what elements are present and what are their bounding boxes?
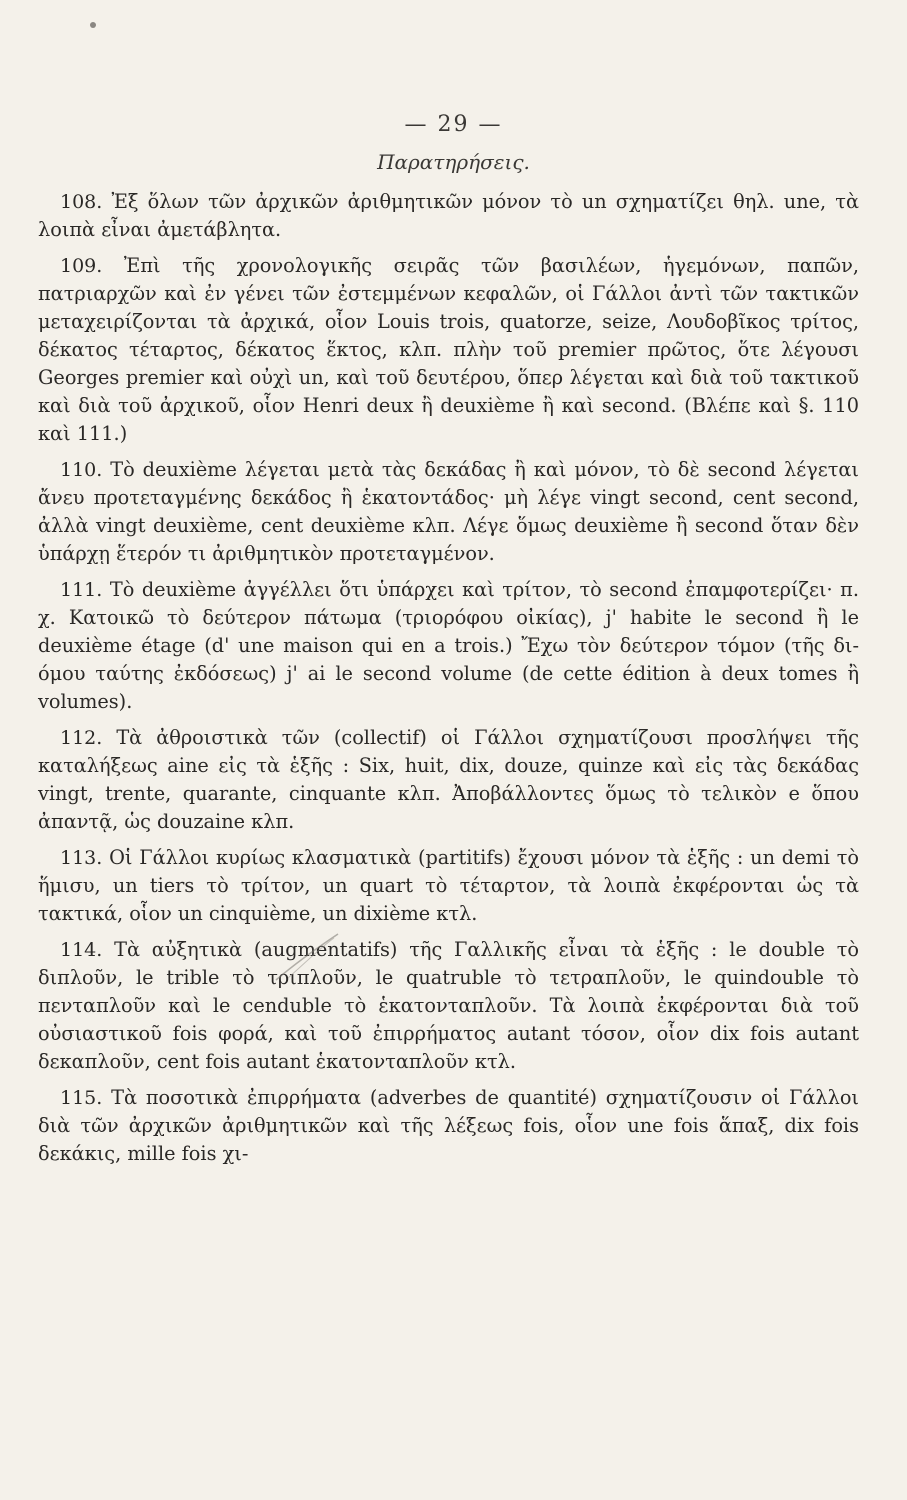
paragraph-number: 112. (60, 727, 103, 749)
ink-speck (90, 22, 96, 28)
paragraph-112 (38, 724, 859, 836)
paragraph-113 (38, 844, 859, 928)
paragraph-115 (38, 1084, 859, 1168)
paragraph-text: Ἐξ ὅλων τῶν ἀρχικῶν ἀριθμητικῶν μόνον τὸ un σχηματίζει θηλ. une, τὰ λοιπὰ εἶναι ἀμετάβλητα. (38, 190, 859, 241)
paragraph-text: Τὰ ποσοτικὰ ἐπιρρήματα (adverbes de quantité) σχηματίζουσιν οἱ Γάλλοι διὰ τῶν ἀρχικῶν ἀριθμητικῶν καὶ τῆς λέξεως fois, οἷον une fois ἅπαξ, dix fois δεκάκις, mille fois χι- (38, 1086, 859, 1165)
paragraph-number: 114. (60, 939, 103, 961)
paragraph-114 (38, 936, 859, 1076)
paragraph-number: 110. (60, 459, 103, 481)
paragraph-text: Τὰ αὐξητικὰ (augmentatifs) τῆς Γαλλικῆς εἶναι τὰ ἑξῆς : le double τὸ διπλοῦν, le trible τὸ τριπλοῦν, le quatruble τὸ τετραπλοῦν, le quindouble τὸ πενταπλοῦν καὶ le cenduble τὸ ἑκατονταπλοῦν. Τὰ λοιπὰ ἐκφέρονται διὰ τοῦ οὐσιαστικοῦ fois φορά, καὶ τοῦ ἐπιρρήματος autant τόσον, οἷον dix fois autant δεκαπλοῦν, cent fois autant ἑκατονταπλοῦν κτλ. (38, 938, 859, 1073)
paragraph-text: Τὸ deuxième λέγεται μετὰ τὰς δεκάδας ἢ καὶ μόνον, τὸ δὲ second λέγεται ἄνευ προτεταγμένης δεκάδος ἢ ἑκατοντάδος· μὴ λέγε vingt second, cent second, ἀλλὰ vingt deuxième, cent deuxième κλπ. Λέγε ὅμως deuxième ἢ second ὅταν δὲν ὑπάρχῃ ἕτερόν τι ἀριθμητικὸν προτεταγμένον. (38, 458, 859, 565)
paragraph-110 (38, 456, 859, 568)
paragraph-111 (38, 576, 859, 716)
paragraph-text: Τὰ ἀθροιστικὰ τῶν (collectif) οἱ Γάλλοι σχηματίζουσι προσλήψει τῆς καταλήξεως aine εἰς τὰ ἑξῆς : Six, huit, dix, douze, quinze καὶ εἰς τὰς δεκάδας vingt, trente, quarante, cinquante κλπ. Ἀποβάλλοντες ὅμως τὸ τελικὸν e ὅπου ἀπαντᾷ, ὡς douzaine κλπ. (38, 726, 859, 833)
paragraph-number: 111. (60, 579, 103, 601)
paragraph-text: Τὸ deuxième ἀγγέλλει ὅτι ὑπάρχει καὶ τρίτον, τὸ second ἐπαμφοτερίζει· π. χ. Κατοικῶ τὸ δεύτερον πάτωμα (τριορόφου οἰκίας), j' habite le second ἢ le deuxième étage (d' une maison qui en a trois.) Ἔχω τὸν δεύτερον τόμον (τῆς δι-όμου ταύτης ἐκδόσεως) j' ai le second volume (de cette édition à deux tomes ἢ volumes). (38, 578, 859, 713)
paragraph-number: 113. (60, 847, 103, 869)
paragraph-number: 115. (60, 1087, 103, 1109)
pencil-mark (268, 928, 344, 988)
paragraph-109 (38, 252, 859, 448)
paragraph-number: 108. (60, 191, 103, 213)
paragraph-number: 109. (60, 255, 103, 277)
paragraph-text: Οἱ Γάλλοι κυρίως κλασματικὰ (partitifs) ἔχουσι μόνον τὰ ἑξῆς : un demi τὸ ἥμισυ, un tiers τὸ τρίτον, un quart τὸ τέταρτον, τὰ λοιπὰ ἐκφέρονται ὡς τὰ τακτικά, οἷον un cinquième, un dixième κτλ. (38, 846, 859, 925)
section-heading: Παρατηρήσεις. (377, 150, 530, 174)
page-number: — 29 — (404, 112, 503, 137)
paragraph-text: Ἐπὶ τῆς χρονολογικῆς σειρᾶς τῶν βασιλέων, ἡγεμόνων, παπῶν, πατριαρχῶν καὶ ἐν γένει τῶν ἐστεμμένων κεφαλῶν, οἱ Γάλλοι ἀντὶ τῶν τακτικῶν μεταχειρίζονται τὰ ἀρχικά, οἷον Louis trois, quatorze, seize, Λουδοβῖκος τρίτος, δέκατος τέταρτος, δέκατος ἕκτος, κλπ. πλὴν τοῦ premier πρῶτος, ὅτε λέγουσι Georges premier καὶ οὐχὶ un, καὶ τοῦ δευτέρου, ὅπερ λέγεται καὶ διὰ τοῦ τακτικοῦ καὶ διὰ τοῦ ἀρχικοῦ, οἷον Henri deux ἢ deuxième ἢ καὶ second. (Βλέπε καὶ §. 110 καὶ 111.) (38, 254, 860, 445)
paragraph-108 (38, 188, 859, 244)
page-body (38, 188, 859, 1176)
